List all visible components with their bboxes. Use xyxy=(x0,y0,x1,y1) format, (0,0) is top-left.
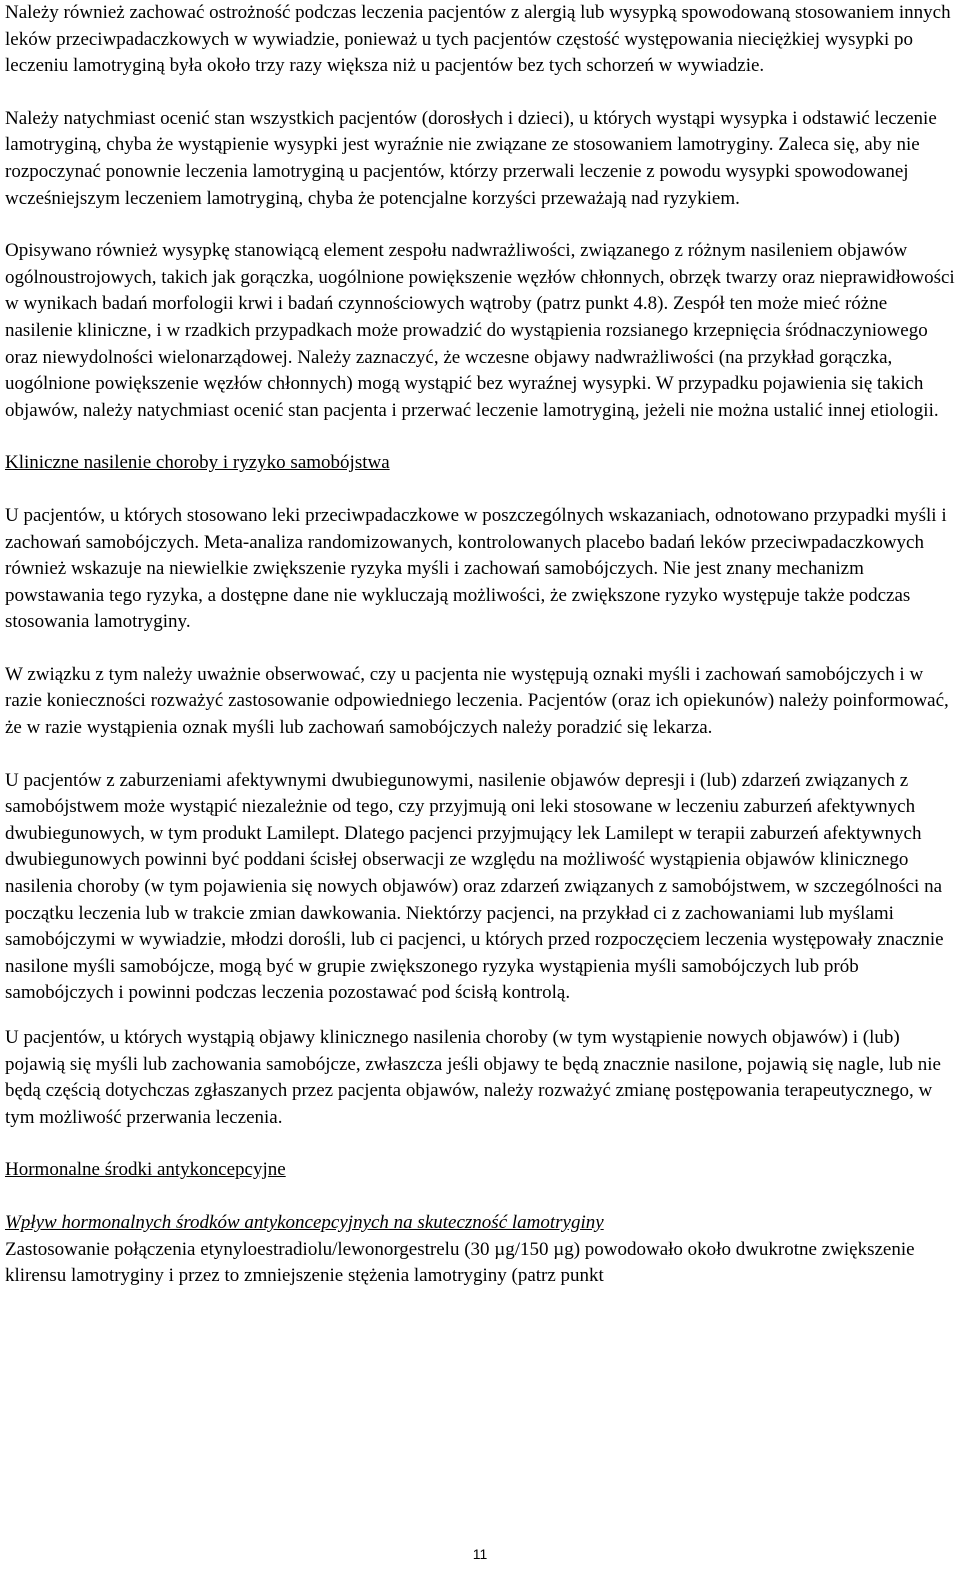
paragraph-bipolar: U pacjentów z zaburzeniami afektywnymi dwubiegunowymi, nasilenie objawów depresji i (lub) zdarzeń związanych z samobójstwem może wystąpić niezależnie od tego, czy przyjmują oni leki stosowane w leczeniu zaburzeń afektywnych dwubiegunowych, w tym produkt Lamilept. Dlatego pacjenci przyjmujący lek Lamilept w terapii zaburzeń afektywnych dwubiegunowych powinni być poddani ścisłej obserwacji ze względu na możliwość wystąpienia objawów klinicznego nasilenia choroby (w tym pojawienia się nowych objawów) oraz zdarzeń związanych z samobójstwem, w szczególności na początku leczenia lub w trakcie zmian dawkowania. Niektórzy pacjenci, na przykład ci z zachowaniami lub myślami samobójczymi w wywiadzie, młodzi dorośli, lub ci pacjenci, u których przed rozpoczęciem leczenia występowały znacznie nasilone myśli samobójcze, mogą być w grupie zwiększonego ryzyka wystąpienia myśli samobójczych lub prób samobójczych i powinni podczas leczenia pozostawać pod ścisłą kontrolą. xyxy=(5,769,944,1004)
paragraph-allergy-caution: Należy również zachować ostrożność podczas leczenia pacjentów z alergią lub wysypką spowodowaną stosowaniem innych leków przeciwpadaczkowych w wywiadzie, ponieważ u tych pacjentów częstość występowania nieciężkiej wysypki po leczeniu lamotryginą była około trzy razy większa niż u pacjentów bez tych schorzeń w wywiadzie. xyxy=(5,2,951,77)
paragraph-ethinylestradiol: Zastosowanie połączenia etynyloestradiolu/lewonorgestrelu (30 µg/150 µg) powodowało około dwukrotne zwiększenie klirensu lamotryginy i przez to zmniejszenie stężenia lamotryginy (patrz punkt xyxy=(5,1238,915,1287)
paragraph-suicidal-thoughts: U pacjentów, u których stosowano leki przeciwpadaczkowe w poszczególnych wskazaniach, odnotowano przypadki myśli i zachowań samobójczych. Meta-analiza randomizowanych, kontrolowanych placebo badań leków przeciwpadaczkowych również wskazuje na niewielkie zwiększenie ryzyka myśli i zachowań samobójczych. Nie jest znany mechanizm powstawania tego ryzyka, a dostępne dane nie wykluczają możliwości, że zwiększone ryzyko występuje także podczas stosowania lamotryginy. xyxy=(5,504,947,633)
section-heading-contraceptives: Hormonalne środki antykoncepcyjne xyxy=(5,1159,286,1181)
page-number: 11 xyxy=(472,1546,488,1562)
paragraph-worsening: U pacjentów, u których wystąpią objawy klinicznego nasilenia choroby (w tym wystąpienie nowych objawów) i (lub) pojawią się myśli lub zachowania samobójcze, zwłaszcza jeśli objawy te będą znacznie nasilone, pojawią się nagle, lub nie będą częścią dotychczas zgłaszanych przez pacjenta objawów, należy rozważyć zmianę postępowania terapeutycznego, w tym możliwość przerwania leczenia. xyxy=(5,1027,941,1128)
paragraph-monitoring: W związku z tym należy uważnie obserwować, czy u pacjenta nie występują oznaki myśli i zachowań samobójczych i w razie konieczności rozważyć zastosowanie odpowiedniego leczenia. Pacjentów (oraz ich opiekunów) należy poinformować, że w razie wystąpienia oznak myśli lub zachowań samobójczych należy poradzić się lekarza. xyxy=(5,663,949,739)
paragraph-hypersensitivity: Opisywano również wysypkę stanowiącą element zespołu nadwrażliwości, związanego z różnym nasileniem objawów ogólnoustrojowych, takich jak gorączka, uogólnione powiększenie węzłów chłonnych, obrzęk twarzy oraz nieprawidłowości w wynikach badań morfologii krwi i badań czynnościowych wątroby (patrz punkt 4.8). Zespół ten może mieć różne nasilenie kliniczne, i w rzadkich przypadkach może prowadzić do wystąpienia rozsianego krzepnięcia śródnaczyniowego oraz niewydolności wielonarządowej. Należy zaznaczyć, że wczesne objawy nadwrażliwości (na przykład gorączka, uogólnione powiększenie węzłów chłonnych) mogą wystąpić bez wyraźnej wysypki. W przypadku pojawienia się takich objawów, należy natychmiast ocenić stan pacjenta i przerwać leczenie lamotryginą, jeżeli nie można ustalić innej etiologii. xyxy=(5,240,955,421)
paragraph-rash-assessment: Należy natychmiast ocenić stan wszystkich pacjentów (dorosłych i dzieci), u których wystąpi wysypka i odstawić leczenie lamotryginą, chyba że wystąpienie wysypki jest wyraźnie nie związane ze stosowaniem lamotryginy. Zaleca się, aby nie rozpoczynać ponownie leczenia lamotryginą u pacjentów, którzy przerwali leczenie z powodu wysypki spowodowanej wcześniejszym leczeniem lamotryginą, chyba że potencjalne korzyści przeważają nad ryzykiem. xyxy=(5,107,937,209)
document-page xyxy=(5,0,955,1290)
subsection-heading-contraceptive-effect: Wpływ hormonalnych środków antykoncepcyjnych na skuteczność lamotryginy xyxy=(5,1211,604,1233)
section-heading-suicide-risk: Kliniczne nasilenie choroby i ryzyko samobójstwa xyxy=(5,452,390,474)
